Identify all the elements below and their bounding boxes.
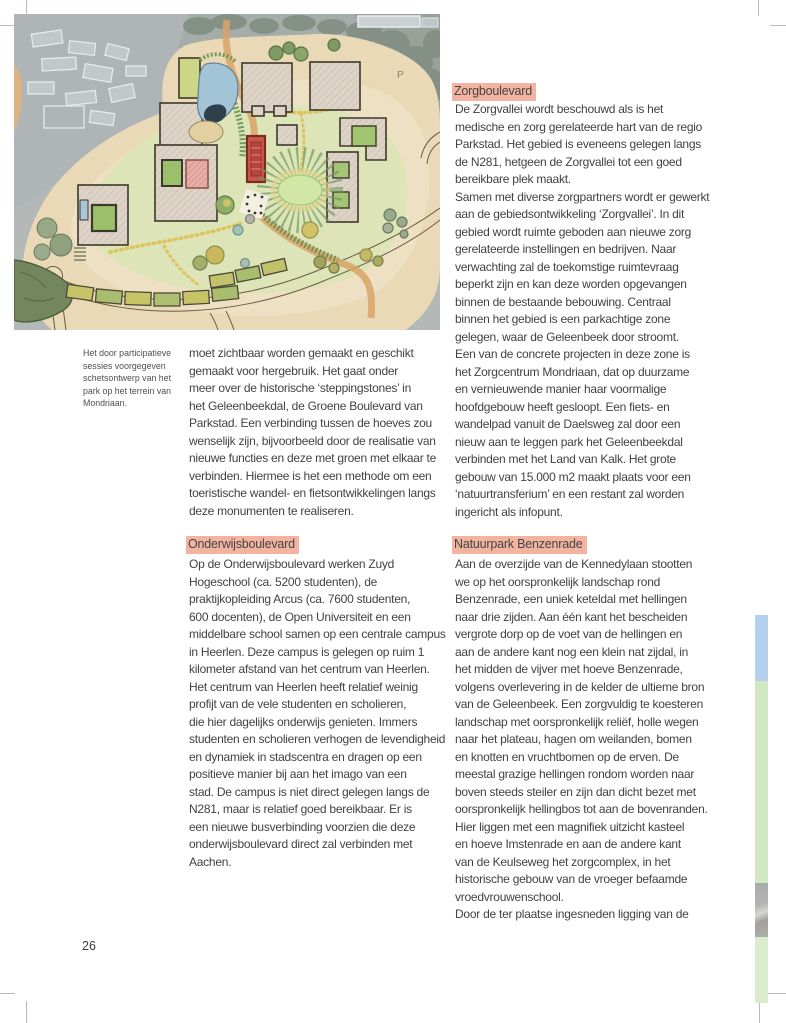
- paragraph-steppingstones: moet zichtbaar worden gemaakt en geschikt gemaakt voor hergebruik. Het gaat onder meer over de historische ‘steppingstones’ in het Geleenbeekdal, de Groene Boulevard van Parkstad. Een verbinding tussen de hoeves zou wenselijk zijn, bijvoorbeeld door de realisatie van nieuwe functies en deze met groen met elkaar te verbinden. Hiermee is het een methode om een toeristische wandel- en fietsontwikkelingen langs deze monumenten te realiseren.: [189, 346, 437, 518]
- paragraph-onderwijsboulevard: Op de Onderwijsboulevard werken Zuyd Hogeschool (ca. 5200 studenten), de praktijkopleiding Arcus (ca. 7600 studenten, 600 docenten), de Open Universiteit en een middelbare school samen op een centrale campus in Heerlen. Deze campus is gelegen op ruim 1 kilometer afstand van het centrum van Heerlen. Het centrum van Heerlen heeft relatief weinig profijt van de vele studenten en scholieren, die hier dagelijks onderwijs genieten. Immers studenten en scholieren verhogen de levendigheid en dynamiek in stadscentra en dragen op een positieve manier bij aan het imago van een stad. De campus is niet direct gelegen langs de N281, maar is relatief goed bereikbaar. Er is een nieuwe busverbinding voorzien die deze onderwijsboulevard direct zal verbinden met Aachen.: [189, 557, 446, 869]
- crop-mark: [758, 0, 759, 16]
- crop-mark: [770, 25, 786, 26]
- page-edge-strip-green: [755, 681, 768, 883]
- crop-mark: [0, 25, 15, 26]
- crop-mark: [26, 1001, 27, 1023]
- parking-label: P: [397, 70, 404, 81]
- park-sketch-figure: [14, 14, 440, 330]
- heading-natuurpark-benzenrade: Natuurpark Benzenrade: [452, 536, 587, 554]
- page-number: 26: [82, 939, 96, 953]
- building-meeting: [242, 63, 292, 112]
- heading-zorgboulevard: Zorgboulevard: [452, 83, 536, 101]
- park-sketch-map: [14, 14, 440, 330]
- building-right: [310, 62, 360, 110]
- building-red: [247, 136, 265, 182]
- building-green: [179, 58, 200, 98]
- paragraph-natuurpark-benzenrade: Aan de overzijde van de Kennedylaan stootten we op het oorspronkelijk landschap rond Benzenrade, een uniek keteldal met hellingen naar drie zijden. Aan één kant het bescheiden vergrote dorp op de voet van de hellingen en aan de andere kant nog een klein nat zijdal, in het midden de vijver met hoeve Benzenrade, volgens overlevering in de kelder de ultieme bron van de Geleenbeek. Een zorgvuldig te koesteren landschap met oorspronkelijk reliëf, holle wegen naar het plateau, hagen om weilanden, bomen en knotten en vruchtbomen op de erven. De meestal grazige hellingen rondom worden naar boven steeds steiler en zijn dan dicht bezet met oorspronkelijk hellingbos tot aan de bovenranden. Hier liggen met een magnifiek uitzicht kasteel en hoeve Imstenrade en aan de andere kant van de Keulseweg het zorgcomplex, in het historische gebouw van de vroeger befaamde vroedvrouwenschool. Door de ter plaatse ingesneden ligging van de: [455, 557, 708, 921]
- crop-mark: [768, 993, 786, 994]
- paragraph-zorgboulevard: De Zorgvallei wordt beschouwd als is het medische en zorg gerelateerde hart van de regio Parkstad. Het gebied is eveneens gelegen langs de N281, hetgeen de Zorgvallei tot een goed bereikbare plek maakt. Samen met diverse zorgpartners wordt er gewerkt aan de gebiedsontwikkeling ‘Zorgvallei’. In dit gebied wordt ruimte geboden aan nieuwe zorg gerelateerde instellingen en bedrijven. Naar verwachting zal de toekomstige ruimtevraag beperkt zijn en kan deze worden opgevangen binnen de bestaande bebouwing. Centraal binnen het gebied is een parkachtige zone gelegen, waar de Geleenbeek door stroomt. Een van de concrete projecten in deze zone is het Zorgcentrum Mondriaan, dat op duurzame en vernieuwende manier haar voormalige hoofdgebouw heeft gesloopt. Een fiets- en wandelpad vanuit de Daelsweg zal door een nieuw aan te leggen park het Geleenbeekdal verbinden met het Land van Kalk. Het grote gebouw van 15.000 m2 maakt plaats voor een ‘natuurtransferium’ en een restant zal worden ingericht als infopunt.: [455, 102, 710, 519]
- heading-onderwijsboulevard: Onderwijsboulevard: [186, 536, 299, 554]
- building-small: [277, 125, 297, 145]
- crop-mark: [759, 1001, 760, 1023]
- page-edge-strip-photo: [755, 883, 768, 937]
- page-edge-strip-green-light: [755, 937, 768, 1003]
- page-edge-strip-blue: [755, 615, 768, 681]
- figure-caption: Het door participatieve sessies voorgegeven schetsontwerp van het park op het terrein van Mondriaan.: [83, 348, 172, 409]
- crop-mark: [0, 993, 15, 994]
